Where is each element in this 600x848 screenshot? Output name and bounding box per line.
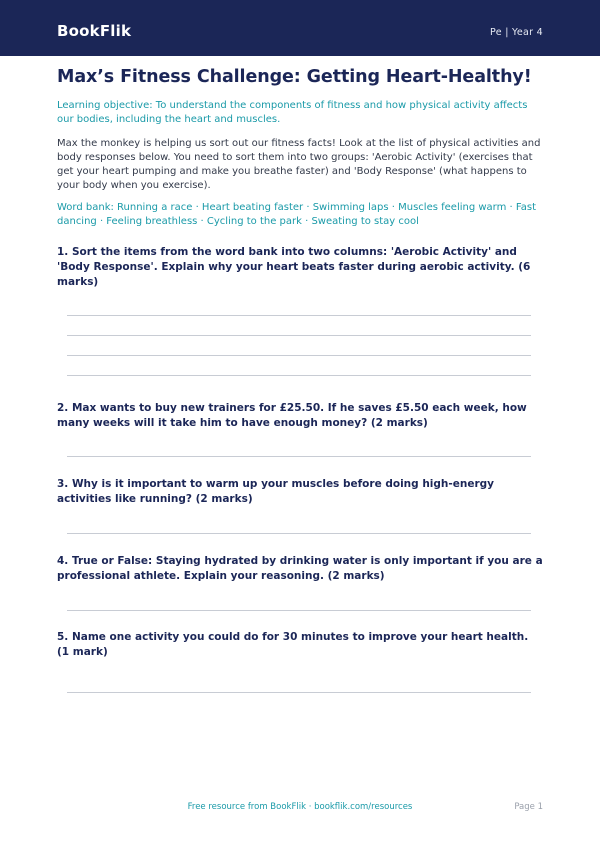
question-3: 3. Why is it important to warm up your muscles before doing high-energy activities like running? (2 marks) bbox=[57, 478, 494, 505]
subject-year-label: Pe | Year 4 bbox=[490, 27, 543, 38]
answer-line bbox=[67, 355, 531, 356]
answer-area-5[interactable] bbox=[57, 692, 543, 693]
question-5: 5. Name one activity you could do for 30 minutes to improve your heart health. (1 mark) bbox=[57, 631, 529, 658]
answer-line bbox=[67, 533, 531, 534]
answer-line bbox=[67, 335, 531, 336]
page-header bbox=[0, 0, 600, 56]
answer-area-3[interactable] bbox=[57, 533, 543, 534]
learning-objective: Learning objective: To understand the components of fitness and how physical activity affects our bodies, including the heart and muscles. bbox=[57, 100, 528, 125]
answer-line bbox=[67, 375, 531, 376]
answer-area-1[interactable] bbox=[57, 315, 543, 376]
answer-area-2[interactable] bbox=[57, 456, 543, 457]
word-bank: Word bank: Running a race · Heart beating faster · Swimming laps · Muscles feeling warm · Fast dancing · Feeling breathless · Cycling to the park · Sweating to stay cool bbox=[57, 202, 536, 227]
page-number: Page 1 bbox=[514, 802, 543, 812]
answer-line bbox=[67, 456, 531, 457]
worksheet-content bbox=[57, 66, 543, 693]
question-1: 1. Sort the items from the word bank into two columns: 'Aerobic Activity' and 'Body Response'. Explain why your heart beats faster during aerobic activity. (6 marks) bbox=[57, 246, 531, 288]
footer-source: Free resource from BookFlik · bookflik.com/resources bbox=[187, 802, 413, 812]
answer-line bbox=[67, 692, 531, 693]
intro-paragraph: Max the monkey is helping us sort out our fitness facts! Look at the list of physical activities and body responses below. You need to sort them into two groups: 'Aerobic Activity' (exercises that get your heart pumping and make you breathe faster) and 'Body Response' (what happens to your body when you exercise). bbox=[57, 138, 541, 191]
question-2: 2. Max wants to buy new trainers for £25.50. If he saves £5.50 each week, how many weeks will it take him to have enough money? (2 marks) bbox=[57, 402, 527, 429]
page-title: Max’s Fitness Challenge: Getting Heart-Healthy! bbox=[57, 67, 532, 87]
question-4: 4. True or False: Staying hydrated by drinking water is only important if you are a professional athlete. Explain your reasoning. (2 marks) bbox=[57, 555, 543, 582]
answer-line bbox=[67, 315, 531, 316]
brand-logo-text: BookFlik bbox=[57, 22, 132, 40]
answer-line bbox=[67, 610, 531, 611]
answer-area-4[interactable] bbox=[57, 610, 543, 611]
